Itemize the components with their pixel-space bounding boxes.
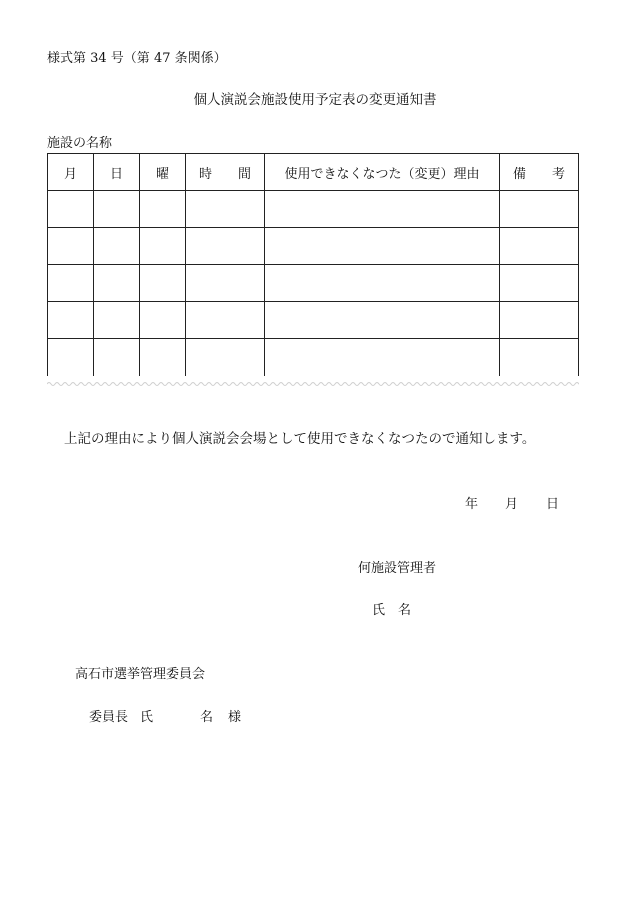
table-cell xyxy=(48,302,94,339)
date-day-label: 日 xyxy=(546,497,560,512)
table-cell xyxy=(186,191,265,228)
table-header-row xyxy=(48,154,579,191)
table-cell xyxy=(94,302,140,339)
table-cell xyxy=(265,339,500,376)
table-cell xyxy=(500,302,579,339)
table-cell xyxy=(94,191,140,228)
table-cell xyxy=(500,228,579,265)
addressee-name-given: 名 xyxy=(200,710,214,725)
notice-text: 上記の理由により個人演説会会場として使用できなくなつたので通知します。 xyxy=(64,431,536,447)
table-cell xyxy=(186,302,265,339)
table-cell xyxy=(500,191,579,228)
table-cell xyxy=(140,339,186,376)
table-cell xyxy=(48,228,94,265)
header-remarks: 備 考 xyxy=(500,154,579,191)
header-day: 日 xyxy=(94,154,140,191)
table-cell xyxy=(48,339,94,376)
header-month: 月 xyxy=(48,154,94,191)
header-reason: 使用できなくなつた（変更）理由 xyxy=(265,154,500,191)
date-month-label: 月 xyxy=(505,497,519,512)
header-weekday: 曜 xyxy=(140,154,186,191)
table-cell xyxy=(186,265,265,302)
date-year-label: 年 xyxy=(465,497,479,512)
table-continuation-wave xyxy=(47,380,579,388)
table-cell xyxy=(140,191,186,228)
addressee-chair-title: 委員長 xyxy=(89,710,129,725)
table-cell xyxy=(186,228,265,265)
table-cell xyxy=(48,265,94,302)
table-cell xyxy=(48,191,94,228)
table-cell xyxy=(140,265,186,302)
table-cell xyxy=(94,339,140,376)
addressee-name-family: 氏 xyxy=(140,710,154,725)
addressee-honorific: 様 xyxy=(228,710,242,725)
table-row xyxy=(48,228,579,265)
table-row xyxy=(48,302,579,339)
table-cell xyxy=(94,228,140,265)
table-cell xyxy=(94,265,140,302)
table-row xyxy=(48,191,579,228)
name-label-given: 名 xyxy=(398,603,412,618)
table-cell xyxy=(140,302,186,339)
table-cell xyxy=(140,228,186,265)
table-cell xyxy=(186,339,265,376)
table-cell xyxy=(265,302,500,339)
table-cell xyxy=(265,265,500,302)
name-label-family: 氏 xyxy=(372,603,386,618)
document-title: 個人演説会施設使用予定表の変更通知書 xyxy=(193,92,437,108)
addressee-committee: 高石市選挙管理委員会 xyxy=(75,667,206,682)
table-cell xyxy=(265,191,500,228)
table-cell xyxy=(500,339,579,376)
facility-manager-label: 何施設管理者 xyxy=(358,561,437,576)
table-cell xyxy=(265,228,500,265)
table-row xyxy=(48,339,579,376)
table-cell xyxy=(500,265,579,302)
header-time: 時 間 xyxy=(186,154,265,191)
facility-name-label: 施設の名称 xyxy=(47,136,113,151)
schedule-table xyxy=(47,153,579,376)
table-row xyxy=(48,265,579,302)
form-number: 様式第 34 号（第 47 条関係） xyxy=(47,51,227,66)
